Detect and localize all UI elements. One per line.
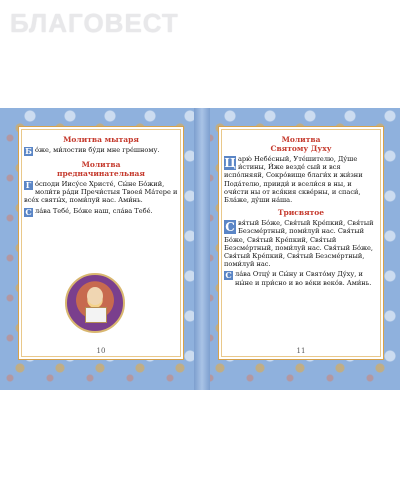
prayer-body: о́споди Иису́се Христе́, Сы́не Бо́жий, моли́тв ра́ди Пречи́стыя Твоея́ Ма́тере и все́х святы́х, поми́луй нас. Ами́нь. <box>24 180 178 205</box>
left-page <box>18 126 184 360</box>
prayer-body: вя́тый Бо́же, Свя́тый Кре́пкий, Свя́тый Безсме́ртный, поми́луй нас. Свя́тый Бо́же, Свя́тый Кре́пкий, Свя́тый Безсме́ртный, поми́луй нас. Свя́тый Бо́же, Свя́тый Кре́пкий, Свя́тый Безсме́ртный, поми́луй нас. <box>224 219 374 269</box>
prayer-body: ла́ва Отцу́ и Сы́ну и Свято́му Ду́ху, и ны́не и при́сно и во ве́ки веко́в. Ами́нь. <box>235 270 372 287</box>
prayer-text <box>224 270 378 286</box>
section-title: Молитва мытаря <box>63 135 139 144</box>
gospel-book-icon <box>85 307 107 323</box>
section-title: Святому Духу <box>270 144 332 153</box>
section-title: Молитва <box>81 160 121 169</box>
christ-face-icon <box>87 287 103 305</box>
brand-logo: БЛАГОВЕСТ <box>10 8 179 38</box>
prayer-text <box>224 155 378 204</box>
right-page <box>218 126 384 360</box>
book-spine <box>194 108 210 390</box>
drop-cap: Ц <box>224 156 236 170</box>
drop-cap: Б <box>25 146 32 156</box>
prayer-body: ла́ва Тебе́, Бо́же наш, сла́ва Тебе́. <box>35 206 153 215</box>
prayer-text <box>24 180 178 205</box>
prayer-text <box>24 146 178 154</box>
drop-cap: С <box>225 270 232 281</box>
page-number: 11 <box>296 347 306 355</box>
section-title: Трисвятое <box>277 208 325 218</box>
drop-cap: Г <box>25 180 32 190</box>
prayer-body: о́же, ми́лостив бу́ди мне гре́шному. <box>35 146 160 154</box>
section-title: Молитва <box>281 135 321 144</box>
book-spread <box>0 108 400 390</box>
drop-cap: С <box>25 206 32 217</box>
prayer-text <box>224 219 378 268</box>
drop-cap: С <box>225 220 235 235</box>
section-title: предначинательная <box>57 169 145 178</box>
christ-icon-medallion <box>65 273 125 333</box>
page-number: 10 <box>96 347 106 355</box>
prayer-text <box>24 207 178 215</box>
prayer-body: арю́ Небе́сный, Уте́шителю, Ду́ше и́стины, И́же везде́ сый и вся испо́лняяй, Сокро́вище благи́х и жи́зни Пода́телю, прииди́ и всели́ся в ны, и очи́сти ны от вся́кия скве́рны, и спаси́, Бла́же, ду́ши на́ша. <box>224 155 363 205</box>
